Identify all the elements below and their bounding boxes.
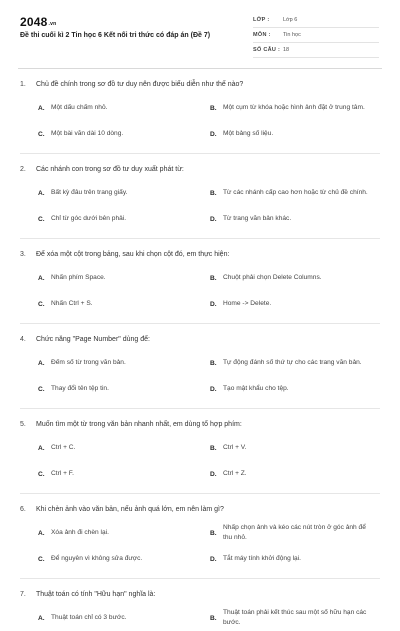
- answer-option[interactable]: [38, 350, 210, 376]
- option-text: Thay đổi tên tệp tin.: [51, 385, 109, 392]
- option-letter: A.: [38, 189, 45, 197]
- answer-option[interactable]: [38, 291, 210, 317]
- answer-option[interactable]: [210, 206, 382, 232]
- option-text: Đếm số từ trong văn bản.: [51, 359, 126, 366]
- option-letter: B.: [210, 274, 217, 282]
- option-text: Tạo mật khẩu cho tệp.: [223, 385, 289, 392]
- option-text: Ctrl + C.: [51, 444, 76, 451]
- meta-label: LỚP :: [253, 17, 270, 23]
- option-text: Bất kỳ đâu trên trang giấy.: [51, 189, 128, 196]
- option-letter: D.: [210, 555, 217, 563]
- question-list: [0, 69, 400, 631]
- option-letter: B.: [210, 189, 217, 197]
- site-logo[interactable]: 2048.vn: [20, 15, 57, 29]
- answer-option[interactable]: [210, 95, 382, 121]
- answer-option[interactable]: [210, 350, 382, 376]
- option-letter: D.: [210, 130, 217, 138]
- option-letter: C.: [38, 300, 45, 308]
- question-number: 4.: [20, 335, 26, 343]
- option-text: Nhấn Ctrl + S.: [51, 300, 93, 307]
- option-text: Một bảng số liệu.: [223, 130, 274, 137]
- answer-option[interactable]: [210, 291, 382, 317]
- question-stem: Khi chèn ảnh vào văn bản, nếu ảnh quá lớn, em nên làm gì?: [36, 505, 224, 513]
- question-stem: Thuật toán có tính "Hữu hạn" nghĩa là:: [36, 590, 156, 598]
- option-letter: A.: [38, 614, 45, 622]
- question-stem: Chủ đề chính trong sơ đồ tư duy nên được biểu diễn như thế nào?: [36, 80, 244, 88]
- option-text: Một dấu chấm nhỏ.: [51, 104, 108, 111]
- answer-option[interactable]: [38, 265, 210, 291]
- option-text: Một cụm từ khóa hoặc hình ảnh đặt ở trung tâm.: [223, 104, 365, 111]
- option-letter: D.: [210, 215, 217, 223]
- answer-options: [38, 435, 380, 487]
- answer-option[interactable]: [38, 180, 210, 206]
- option-text: Thuật toán chỉ có 3 bước.: [51, 614, 127, 621]
- meta-value: Lớp 6: [283, 17, 298, 23]
- meta-value: Tin học: [283, 32, 301, 38]
- question-number: 7.: [20, 590, 26, 598]
- option-letter: C.: [38, 555, 45, 563]
- option-text: Từ các nhánh cấp cao hơn hoặc từ chủ đề chính.: [223, 189, 368, 196]
- question-item: [0, 579, 400, 631]
- answer-options: [38, 265, 380, 317]
- option-text: Chỉ từ góc dưới bên phải.: [51, 215, 127, 222]
- question-text: [20, 324, 380, 350]
- answer-option[interactable]: [210, 546, 382, 572]
- question-text: [20, 494, 380, 520]
- answer-options: [38, 605, 380, 631]
- answer-option[interactable]: [210, 121, 382, 147]
- answer-options: [38, 95, 380, 147]
- option-text: Ctrl + V.: [223, 444, 247, 451]
- option-letter: A.: [38, 444, 45, 452]
- question-item: [0, 494, 400, 579]
- answer-option[interactable]: [38, 376, 210, 402]
- question-item: [0, 154, 400, 239]
- question-number: 1.: [20, 80, 26, 88]
- option-letter: C.: [38, 385, 45, 393]
- question-text: [20, 239, 380, 265]
- meta-row-count: [253, 43, 379, 58]
- option-letter: C.: [38, 215, 45, 223]
- option-letter: D.: [210, 385, 217, 393]
- option-letter: A.: [38, 274, 45, 282]
- question-item: [0, 69, 400, 154]
- option-text: Nhấn phím Space.: [51, 274, 106, 281]
- meta-value: 18: [283, 47, 290, 53]
- option-letter: A.: [38, 359, 45, 367]
- option-text: Tự động đánh số thứ tự cho các trang văn bản.: [223, 359, 362, 366]
- question-stem: Các nhánh con trong sơ đồ tư duy xuất phát từ:: [36, 165, 184, 173]
- question-item: [0, 409, 400, 494]
- question-stem: Chức năng "Page Number" dùng để:: [36, 335, 150, 343]
- answer-options: [38, 180, 380, 232]
- meta-label: SỐ CÂU :: [253, 47, 281, 53]
- option-text: Ctrl + Z.: [223, 470, 247, 477]
- option-letter: C.: [38, 470, 45, 478]
- meta-row-subject: [253, 28, 379, 43]
- option-letter: C.: [38, 130, 45, 138]
- question-item: [0, 239, 400, 324]
- option-text: Xóa ảnh đi chèn lại.: [51, 529, 109, 536]
- option-text: Chuột phải chọn Delete Columns.: [223, 274, 322, 281]
- question-stem: Muốn tìm một từ trong văn bản nhanh nhất, em dùng tổ hợp phím:: [36, 420, 242, 428]
- question-number: 3.: [20, 250, 26, 258]
- meta-label: MÔN :: [253, 32, 271, 38]
- question-text: [20, 69, 380, 95]
- option-text: Một bài văn dài 10 dòng.: [51, 130, 124, 137]
- option-text: Thuật toán phải kết thúc sau một số hữu hạn các bước.: [223, 609, 367, 626]
- option-letter: A.: [38, 529, 45, 537]
- answer-option[interactable]: [38, 121, 210, 147]
- answer-option[interactable]: [210, 520, 382, 546]
- option-text: Từ trang văn bản khác.: [223, 215, 292, 222]
- answer-option[interactable]: [210, 435, 382, 461]
- question-number: 6.: [20, 505, 26, 513]
- question-number: 2.: [20, 165, 26, 173]
- answer-option[interactable]: [38, 95, 210, 121]
- question-text: [20, 154, 380, 180]
- answer-option[interactable]: [38, 206, 210, 232]
- option-letter: A.: [38, 104, 45, 112]
- exam-meta: [253, 13, 379, 58]
- page-header: [0, 0, 400, 68]
- answer-option[interactable]: [38, 461, 210, 487]
- answer-option[interactable]: [210, 180, 382, 206]
- option-letter: B.: [210, 444, 217, 452]
- option-text: Ctrl + F.: [51, 470, 74, 477]
- answer-option[interactable]: [38, 520, 210, 546]
- answer-option[interactable]: [210, 605, 382, 631]
- question-text: [20, 579, 380, 605]
- answer-option[interactable]: [210, 376, 382, 402]
- question-text: [20, 409, 380, 435]
- option-letter: B.: [210, 614, 217, 622]
- option-letter: D.: [210, 300, 217, 308]
- option-letter: B.: [210, 104, 217, 112]
- answer-option[interactable]: [210, 265, 382, 291]
- option-letter: B.: [210, 529, 217, 537]
- question-number: 5.: [20, 420, 26, 428]
- option-text: Để nguyên vì không sửa được.: [51, 555, 143, 562]
- option-letter: B.: [210, 359, 217, 367]
- answer-option[interactable]: [38, 435, 210, 461]
- answer-option[interactable]: [38, 546, 210, 572]
- option-text: Tắt máy tính khởi động lại.: [223, 555, 301, 562]
- option-text: Home -> Delete.: [223, 300, 272, 307]
- question-stem: Để xóa một cột trong bảng, sau khi chọn cột đó, em thực hiện:: [36, 250, 230, 258]
- question-item: [0, 324, 400, 409]
- answer-option[interactable]: [38, 605, 210, 631]
- answer-options: [38, 350, 380, 402]
- meta-row-class: [253, 13, 379, 28]
- option-letter: D.: [210, 470, 217, 478]
- option-text: Nhấp chọn ảnh và kéo các nút tròn ở góc ảnh để thu nhỏ.: [223, 524, 366, 541]
- answer-options: [38, 520, 380, 572]
- answer-option[interactable]: [210, 461, 382, 487]
- exam-title: Đề thi cuối kì 2 Tin học 6 Kết nối tri thức có đáp án (Đề 7): [20, 32, 211, 39]
